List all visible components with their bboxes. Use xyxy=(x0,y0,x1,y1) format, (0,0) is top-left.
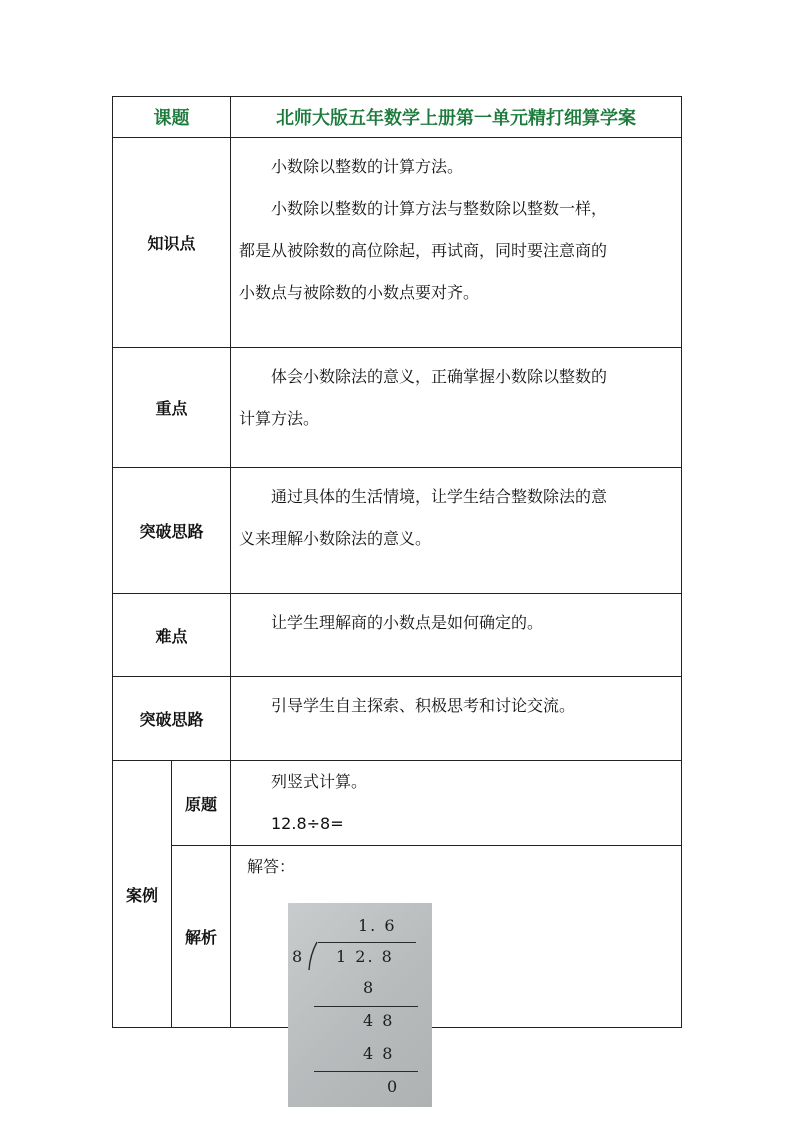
key-point-text: 计算方法。 xyxy=(239,409,320,428)
problem-instruction: 列竖式计算。 xyxy=(271,772,368,791)
difficulty-label: 难点 xyxy=(113,594,231,677)
knowledge-text: 都是从被除数的高位除起，再试商，同时要注意商的 xyxy=(239,241,608,260)
remainder: 0 xyxy=(387,1077,398,1096)
quotient: 1. 6 xyxy=(358,916,397,935)
breakthrough-label-2: 突破思路 xyxy=(113,677,231,761)
dividend: 1 2. 8 xyxy=(336,947,394,966)
division-bracket xyxy=(307,941,319,971)
lesson-title: 北师大版五年数学上册第一单元精打细算学案 xyxy=(231,97,682,138)
long-division-photo xyxy=(288,903,432,1107)
subtraction-line xyxy=(314,1071,418,1072)
knowledge-content xyxy=(231,138,682,348)
subtraction-line xyxy=(314,1006,418,1007)
topic-label: 课题 xyxy=(113,97,231,138)
problem-content xyxy=(231,761,682,846)
breakthrough-text-2: 引导学生自主探索、积极思考和讨论交流。 xyxy=(271,696,576,715)
answer-label: 解答： xyxy=(247,857,296,876)
difficulty-row xyxy=(113,594,682,677)
knowledge-text: 小数点与被除数的小数点要对齐。 xyxy=(239,283,480,302)
breakthrough-row xyxy=(113,468,682,594)
knowledge-label: 知识点 xyxy=(113,138,231,348)
subtrahend-2: 4 8 xyxy=(363,1044,395,1063)
breakthrough-content xyxy=(231,468,682,594)
divisor: 8 xyxy=(292,947,303,966)
subtrahend-1: 8 xyxy=(363,978,374,997)
breakthrough-row-2 xyxy=(113,677,682,761)
division-bar xyxy=(318,942,416,943)
breakthrough-text: 义来理解小数除法的意义。 xyxy=(239,529,432,548)
breakthrough-text: 通过具体的生活情境，让学生结合整数除法的意 xyxy=(271,487,608,506)
partial-dividend: 4 8 xyxy=(363,1011,395,1030)
difficulty-text: 让学生理解商的小数点是如何确定的。 xyxy=(271,613,544,632)
knowledge-text: 小数除以整数的计算方法与整数除以整数一样， xyxy=(271,199,608,218)
key-point-content xyxy=(231,348,682,468)
analysis-label: 解析 xyxy=(172,846,231,1028)
problem-label: 原题 xyxy=(172,761,231,846)
title-row xyxy=(113,97,682,138)
problem-expression: 12.8÷8= xyxy=(271,814,344,833)
key-point-text: 体会小数除法的意义，正确掌握小数除以整数的 xyxy=(271,367,608,386)
problem-row xyxy=(113,761,682,846)
breakthrough-content-2 xyxy=(231,677,682,761)
lesson-plan-table xyxy=(112,96,682,1028)
knowledge-row xyxy=(113,138,682,348)
breakthrough-label: 突破思路 xyxy=(113,468,231,594)
knowledge-text: 小数除以整数的计算方法。 xyxy=(271,157,464,176)
difficulty-content xyxy=(231,594,682,677)
case-label: 案例 xyxy=(113,761,172,1028)
key-point-row xyxy=(113,348,682,468)
key-point-label: 重点 xyxy=(113,348,231,468)
